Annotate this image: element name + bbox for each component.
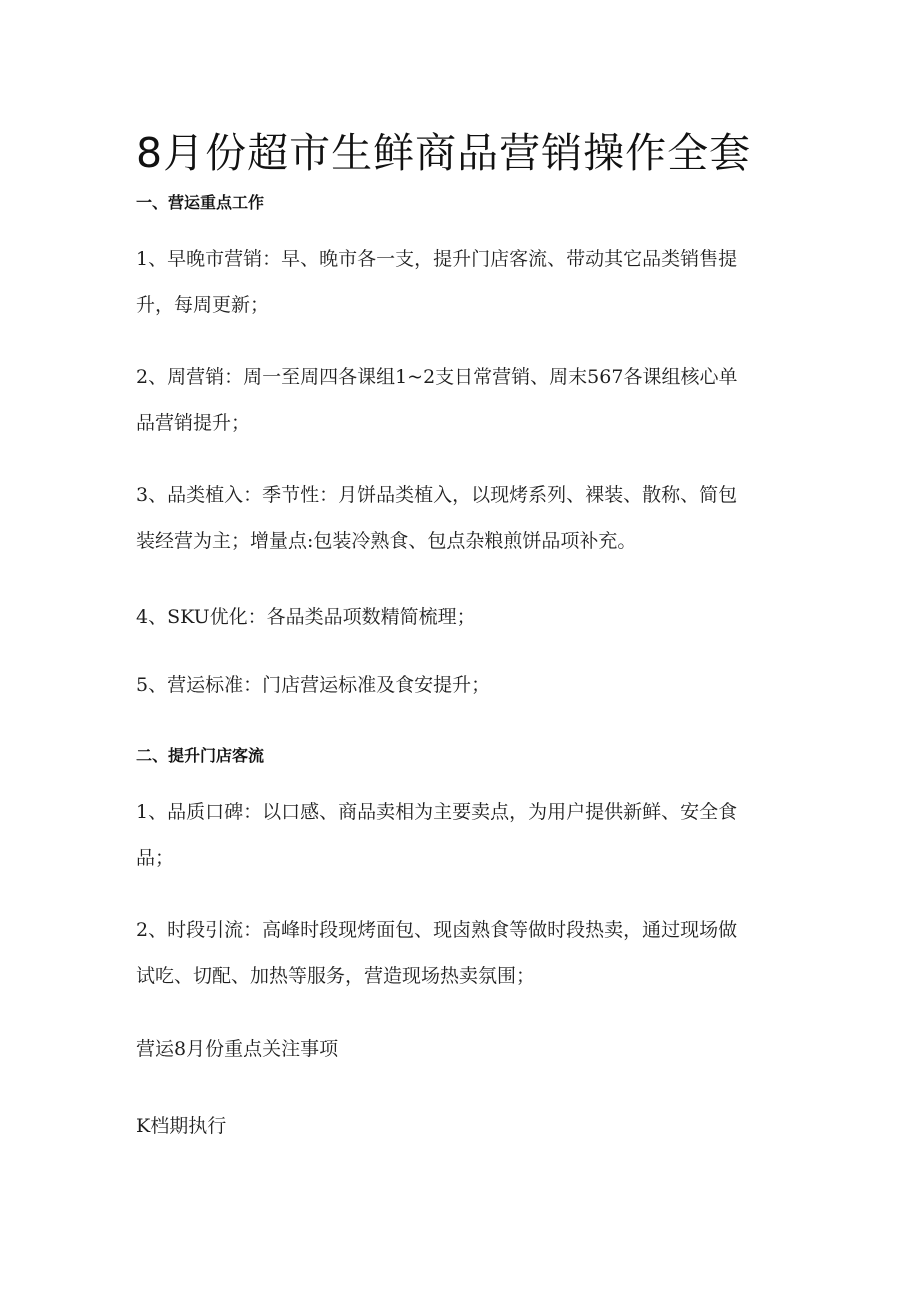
paragraph-line: 1、早晚市营销：早、晚市各一支，提升门店客流、带动其它品类销售提 — [136, 248, 738, 270]
paragraph-line: K档期执行 — [136, 1115, 227, 1137]
list-item-time-slot-traffic — [136, 907, 786, 999]
paragraph-line: 品； — [136, 847, 175, 869]
paragraph-line: 升，每周更新； — [136, 294, 270, 316]
paragraph-line: 5、营运标准：门店营运标准及食安提升； — [136, 674, 491, 696]
paragraph-line: 3、品类植入：季节性：月饼品类植入，以现烤系列、裸装、散称、简包 — [136, 484, 738, 506]
paragraph-line: 2、时段引流：高峰时段现烤面包、现卤熟食等做时段热卖，通过现场做 — [136, 919, 738, 941]
paragraph-line: 试吃、切配、加热等服务，营造现场热卖氛围； — [136, 965, 536, 987]
list-item-weekly-marketing — [136, 354, 786, 446]
note-focus-items — [136, 1026, 786, 1072]
list-item-quality-reputation — [136, 789, 786, 881]
list-item-operations-standard — [136, 662, 786, 708]
paragraph-line: 2、周营销：周一至周四各课组1~2支日常营销、周末567各课组核心单 — [136, 366, 738, 388]
list-item-category-placement — [136, 472, 786, 564]
paragraph-line: 装经营为主；增量点:包装冷熟食、包点杂粮煎饼品项补充。 — [136, 530, 637, 552]
paragraph-line: 营运8月份重点关注事项 — [136, 1038, 339, 1060]
paragraph-line: 1、品质口碑：以口感、商品卖相为主要卖点，为用户提供新鲜、安全食 — [136, 801, 738, 823]
section-heading-operations: 一、营运重点工作 — [136, 193, 265, 212]
document-title: 8月份超市生鲜商品营销操作全套 — [136, 129, 752, 177]
list-item-morning-evening-marketing — [136, 236, 786, 328]
note-schedule-execution — [136, 1103, 786, 1149]
list-item-sku-optimization — [136, 594, 786, 640]
paragraph-line: 品营销提升； — [136, 412, 251, 434]
paragraph-line: 4、SKU优化：各品类品项数精简梳理； — [136, 606, 476, 628]
section-heading-customer-traffic: 二、提升门店客流 — [136, 746, 265, 765]
